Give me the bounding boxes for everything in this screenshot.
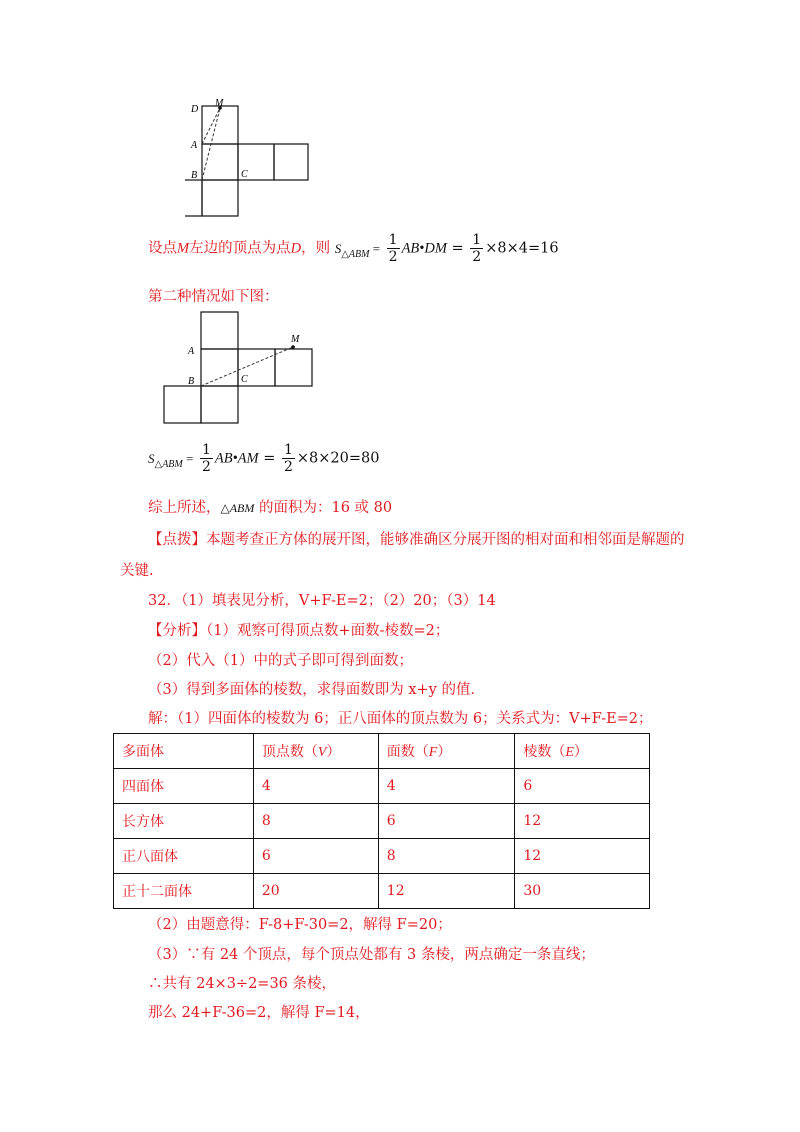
table-cell: 12: [378, 874, 515, 909]
label-c: C: [241, 169, 248, 180]
table-header-cell: 面数（F）: [378, 734, 515, 769]
table-cell: 30: [515, 874, 650, 909]
label-m: M: [291, 334, 300, 345]
area-line-2: $S_{\triangle ABM}$ = $\frac{1}{2}$ AB•AM = $\frac{1}{2}$ ×8×20=80: [148, 442, 380, 475]
net-figure-2: [160, 308, 320, 430]
label-b: B: [188, 376, 195, 387]
table-row: [114, 839, 650, 874]
label-d: D: [191, 104, 199, 115]
table-cell: 4: [378, 769, 515, 804]
table-cell: 4: [253, 769, 378, 804]
table-cell: 长方体: [114, 804, 254, 839]
table-row: [114, 804, 650, 839]
table-cell: 6: [378, 804, 515, 839]
q32-solution-1: 解：（1）四面体的棱数为 6；正八面体的顶点数为 6；关系式为：V+F-E=2；: [148, 711, 653, 727]
table-cell: 四面体: [114, 769, 254, 804]
area-line-1: 设点M左边的顶点为点D，则 $S_{\triangle ABM}$ = $\frac{1}{2}$ AB•DM = $\frac{1}{2}$ ×8×4=16: [148, 232, 559, 265]
label-b: B: [191, 170, 198, 181]
table-header-cell: 顶点数（V）: [253, 734, 378, 769]
table-cell: 正八面体: [114, 839, 254, 874]
table-row: [114, 874, 650, 909]
table-cell: 12: [515, 804, 650, 839]
case-two-text: 第二种情况如下图：: [148, 289, 279, 305]
table-cell: 6: [515, 769, 650, 804]
q32-answer: 32．（1）填表见分析，V+F-E=2；（2）20；（3）14: [148, 593, 496, 609]
solution-2: （2）由题意得：F-8+F-30=2，解得 F=20；: [148, 917, 452, 933]
tip-line-2: 关键.: [120, 563, 154, 579]
summary-line: 综上所述，△ABM 的面积为：16 或 80: [148, 500, 393, 516]
table-row: [114, 769, 650, 804]
table-cell: 8: [378, 839, 515, 874]
table-cell: 6: [253, 839, 378, 874]
q32-analysis-3: （3）得到多面体的棱数，求得面数即为 x+y 的值．: [148, 682, 485, 698]
label-a: A: [188, 346, 195, 357]
tip-line-1: 【点拨】本题考查正方体的展开图，能够准确区分展开图的相对面和相邻面是解题的: [148, 532, 685, 548]
net-figure-1: [185, 98, 315, 220]
table-header-cell: 多面体: [114, 734, 254, 769]
q32-analysis-2: （2）代入（1）中的式子即可得到面数；: [148, 653, 413, 669]
label-c: C: [241, 374, 248, 385]
table-cell: 正十二面体: [114, 874, 254, 909]
table-cell: 20: [253, 874, 378, 909]
table-header-cell: 棱数（E）: [515, 734, 650, 769]
solution-3: （3）∵有 24 个顶点，每个顶点处都有 3 条棱，两点确定一条直线；: [148, 947, 595, 963]
q32-analysis-1: 【分析】（1）观察可得顶点数+面数-棱数=2；: [148, 623, 450, 639]
solution-4: ∴共有 24×3÷2=36 条棱，: [148, 976, 337, 992]
table-cell: 8: [253, 804, 378, 839]
label-a: A: [191, 140, 198, 151]
label-m: M: [215, 98, 224, 109]
table-header-row: [114, 734, 650, 769]
polyhedron-table: [113, 733, 650, 909]
solution-5: 那么 24+F-36=2，解得 F=14，: [148, 1005, 370, 1021]
table-cell: 12: [515, 839, 650, 874]
